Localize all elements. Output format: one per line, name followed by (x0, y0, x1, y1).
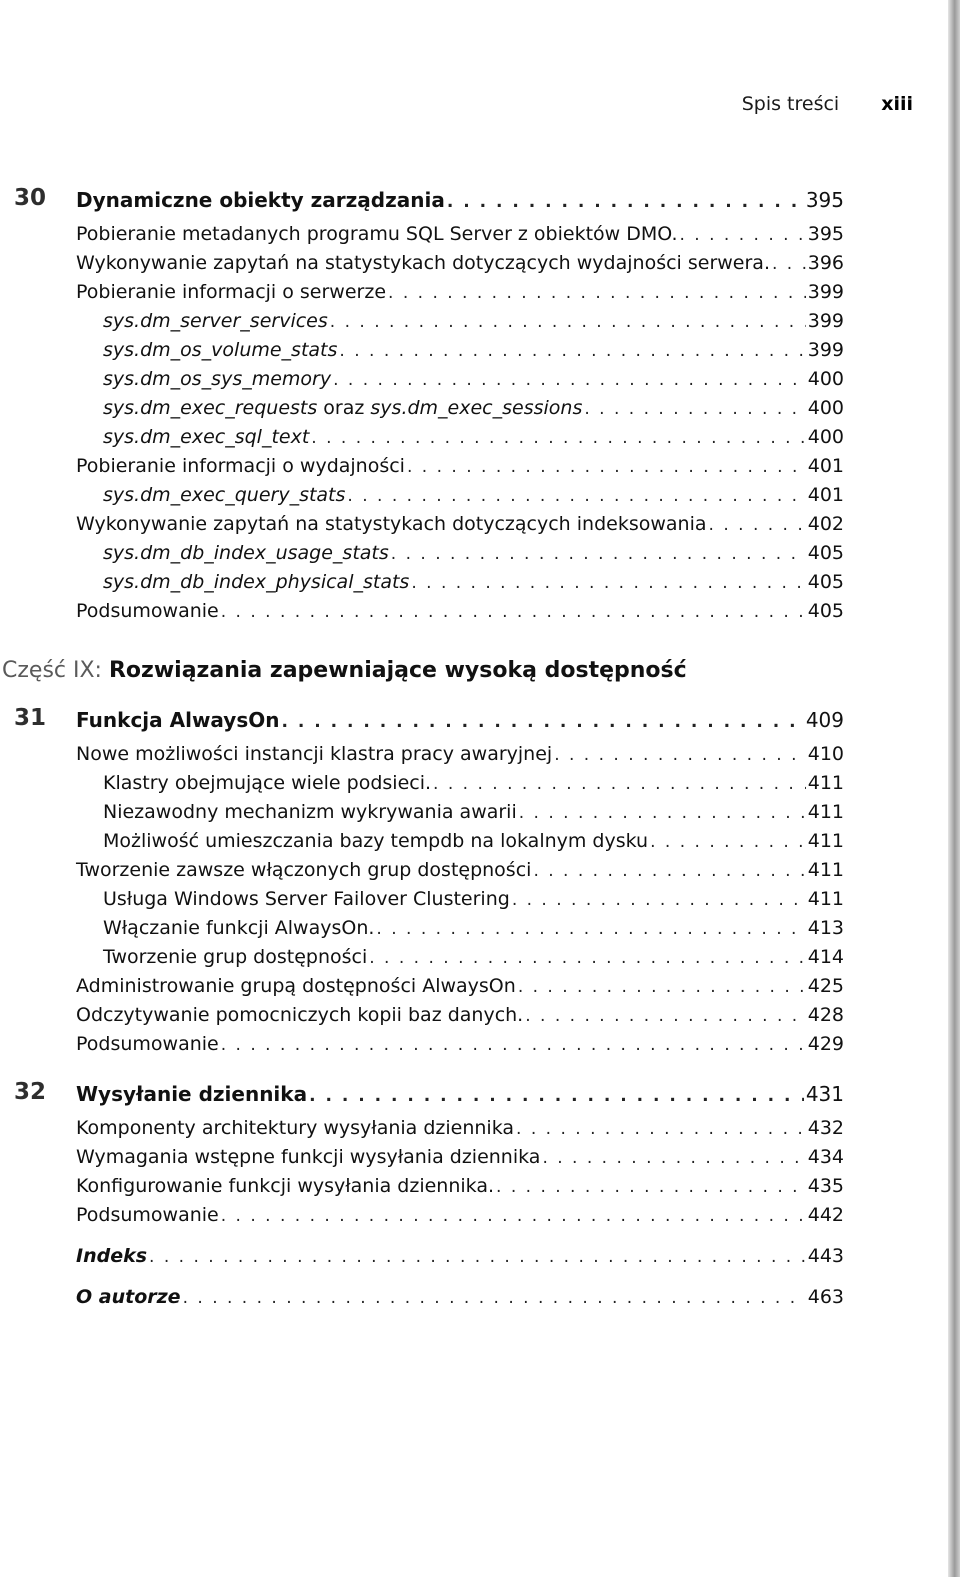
dot-leader (518, 973, 806, 1001)
toc-entry-text: Podsumowanie (76, 1033, 219, 1055)
toc-entry-page: 425 (807, 975, 844, 997)
dot-leader (149, 1243, 806, 1271)
dot-leader (183, 1284, 806, 1312)
toc-entry-page: 405 (807, 600, 844, 622)
toc-entry[interactable] (76, 278, 844, 306)
toc-entry[interactable] (76, 1172, 844, 1200)
toc-entry-text: Komponenty architektury wysyłania dziennika (76, 1117, 515, 1139)
chapter-30-number: 30 (14, 185, 47, 211)
dot-leader (221, 1202, 806, 1230)
dot-leader (339, 337, 805, 365)
toc-entry-text-part: sys.dm_exec_requests (103, 397, 318, 419)
toc-entry-text: Tworzenie zawsze włączonych grup dostępności (76, 859, 532, 881)
toc-entry-text: sys.dm_server_services (103, 310, 328, 332)
dot-leader (519, 799, 806, 827)
chapter-30-page: 395 (805, 188, 844, 212)
toc-entry-page: 399 (807, 281, 844, 303)
chapter-30-title: Dynamiczne obiekty zarządzania (76, 188, 445, 212)
toc-entry[interactable] (76, 220, 844, 248)
toc-entry-page: 405 (807, 542, 844, 564)
toc-entry-page: 396 (807, 252, 844, 274)
toc-entry-page: 411 (807, 801, 844, 823)
running-head-title: Spis treści (741, 93, 840, 115)
chapter-31-entry[interactable] (76, 706, 844, 734)
dot-leader (311, 424, 805, 452)
dot-leader (554, 741, 806, 769)
toc-entry-text (103, 394, 582, 422)
toc-subentry[interactable] (103, 769, 844, 797)
toc-entry-text: sys.dm_db_index_usage_stats (103, 542, 389, 564)
chapter-31-title: Funkcja AlwaysOn (76, 708, 280, 732)
dot-leader (542, 1144, 805, 1172)
toc-subentry[interactable] (103, 827, 844, 855)
toc-entry[interactable] (76, 856, 844, 884)
toc-entry-page: 429 (807, 1033, 844, 1055)
index-title: Indeks (76, 1245, 148, 1267)
dot-leader (584, 395, 805, 423)
dot-leader (333, 366, 806, 394)
toc-entry-text: Wykonywanie zapytań na statystykach dotyczących indeksowania (76, 513, 707, 535)
toc-entry-page: 432 (807, 1117, 844, 1139)
toc-entry-page: 434 (807, 1146, 844, 1168)
dot-leader (772, 250, 806, 278)
dot-leader (525, 1002, 806, 1030)
dot-leader (330, 308, 806, 336)
dot-leader (376, 915, 805, 943)
dot-leader (650, 828, 806, 856)
toc-entry-page: 401 (807, 455, 844, 477)
part-title: Rozwiązania zapewniające wysoką dostępność (108, 658, 687, 683)
toc-subentry[interactable] (103, 885, 844, 913)
toc-entry-page: 411 (807, 830, 844, 852)
part-label: Część IX: (2, 658, 102, 683)
toc-entry-text: sys.dm_exec_sql_text (103, 426, 310, 448)
toc-subentry[interactable] (103, 943, 844, 971)
toc-entry-text: Klastry obejmujące wiele podsieci. (103, 772, 432, 794)
page-edge (948, 0, 960, 1577)
toc-entry-text: Wykonywanie zapytań na statystykach dotyczących wydajności serwera. (76, 252, 770, 274)
toc-entry[interactable] (76, 510, 844, 538)
toc-entry-page: 435 (807, 1175, 844, 1197)
toc-entry-text: Pobieranie metadanych programu SQL Server z obiektów DMO. (76, 223, 678, 245)
toc-entry[interactable] (76, 1030, 844, 1058)
toc-entry-text-part: sys.dm_exec_sessions (370, 397, 583, 419)
toc-entry[interactable] (76, 1201, 844, 1229)
chapter-32-entry[interactable] (76, 1080, 844, 1108)
dot-leader (680, 221, 806, 249)
toc-entry-page: 405 (807, 571, 844, 593)
toc-subentry[interactable] (103, 798, 844, 826)
chapter-31-number: 31 (14, 705, 47, 731)
toc-subentry[interactable] (103, 307, 844, 335)
dot-leader (447, 188, 804, 216)
toc-entry-text: Podsumowanie (76, 1204, 219, 1226)
toc-entry-text: Usługa Windows Server Failover Clustering (103, 888, 510, 910)
toc-entry-page: 399 (807, 339, 844, 361)
toc-subentry[interactable] (103, 914, 844, 942)
dot-leader (221, 598, 806, 626)
toc-entry-text: Niezawodny mechanizm wykrywania awarii (103, 801, 517, 823)
toc-entry-page: 401 (807, 484, 844, 506)
toc-entry-text: Podsumowanie (76, 600, 219, 622)
toc-entry-page: 414 (807, 946, 844, 968)
toc-entry-page: 413 (807, 917, 844, 939)
toc-subentry[interactable] (103, 423, 844, 451)
toc-entry-text: Wymagania wstępne funkcji wysyłania dziennika (76, 1146, 541, 1168)
toc-entry-text: Nowe możliwości instancji klastra pracy awaryjnej (76, 743, 553, 765)
dot-leader (221, 1031, 806, 1059)
toc-entry[interactable] (76, 1143, 844, 1171)
chapter-31-page: 409 (805, 708, 844, 732)
toc-entry-page: 399 (807, 310, 844, 332)
toc-entry-text: sys.dm_os_volume_stats (103, 339, 338, 361)
dot-leader (282, 708, 804, 736)
toc-subentry[interactable] (103, 481, 844, 509)
dot-leader (391, 540, 806, 568)
toc-subentry[interactable] (103, 365, 844, 393)
toc-entry[interactable] (76, 740, 844, 768)
toc-entry-text: Tworzenie grup dostępności (103, 946, 368, 968)
author-page: 463 (807, 1286, 844, 1308)
dot-leader (411, 569, 805, 597)
index-page: 443 (807, 1245, 844, 1267)
toc-entry[interactable] (76, 249, 844, 277)
toc-entry-text: Pobieranie informacji o wydajności (76, 455, 405, 477)
toc-entry-page: 411 (807, 859, 844, 881)
toc-subentry[interactable] (103, 539, 844, 567)
author-title: O autorze (76, 1286, 181, 1308)
dot-leader (407, 453, 806, 481)
toc-entry-page: 411 (807, 888, 844, 910)
author-entry[interactable] (76, 1283, 844, 1311)
chapter-32-number: 32 (14, 1079, 47, 1105)
toc-entry-page: 400 (807, 426, 844, 448)
dot-leader (709, 511, 806, 539)
toc-entry[interactable] (76, 1114, 844, 1142)
chapter-30-entry[interactable] (76, 186, 844, 214)
toc-entry-page: 400 (807, 397, 844, 419)
dot-leader (433, 770, 806, 798)
toc-entry-page: 428 (807, 1004, 844, 1026)
toc-subentry[interactable] (103, 394, 844, 422)
toc-entry-page: 442 (807, 1204, 844, 1226)
index-entry[interactable] (76, 1242, 844, 1270)
dot-leader (347, 482, 805, 510)
toc-entry-page: 400 (807, 368, 844, 390)
dot-leader (309, 1082, 804, 1110)
toc-entry-text: sys.dm_db_index_physical_stats (103, 571, 410, 593)
dot-leader (533, 857, 805, 885)
toc-entry-text: Konfigurowanie funkcji wysyłania dziennika. (76, 1175, 495, 1197)
toc-entry-page: 402 (807, 513, 844, 535)
toc-entry[interactable] (76, 597, 844, 625)
dot-leader (496, 1173, 806, 1201)
toc-entry[interactable] (76, 972, 844, 1000)
part-heading (2, 656, 687, 686)
toc-entry-text: Pobieranie informacji o serwerze (76, 281, 387, 303)
dot-leader (516, 1115, 806, 1143)
chapter-32-page: 431 (805, 1082, 844, 1106)
toc-entry-page: 411 (807, 772, 844, 794)
toc-subentry[interactable] (103, 568, 844, 596)
toc-entry[interactable] (76, 1001, 844, 1029)
running-head-page-number: xiii (881, 93, 913, 115)
chapter-32-title: Wysyłanie dziennika (76, 1082, 308, 1106)
toc-entry-page: 395 (807, 223, 844, 245)
dot-leader (388, 279, 806, 307)
toc-entry-text: Włączanie funkcji AlwaysOn. (103, 917, 375, 939)
toc-entry-text: sys.dm_exec_query_stats (103, 484, 346, 506)
toc-entry-text: Odczytywanie pomocniczych kopii baz danych. (76, 1004, 524, 1026)
toc-entry[interactable] (76, 452, 844, 480)
toc-subentry[interactable] (103, 336, 844, 364)
toc-entry-text: Administrowanie grupą dostępności AlwaysOn (76, 975, 516, 997)
toc-entry-page: 410 (807, 743, 844, 765)
toc-entry-text-part: oraz (317, 397, 371, 419)
toc-entry-text: Możliwość umieszczania bazy tempdb na lokalnym dysku (103, 830, 649, 852)
dot-leader (512, 886, 806, 914)
running-head (742, 93, 913, 121)
dot-leader (369, 944, 805, 972)
toc-entry-text: sys.dm_os_sys_memory (103, 368, 332, 390)
